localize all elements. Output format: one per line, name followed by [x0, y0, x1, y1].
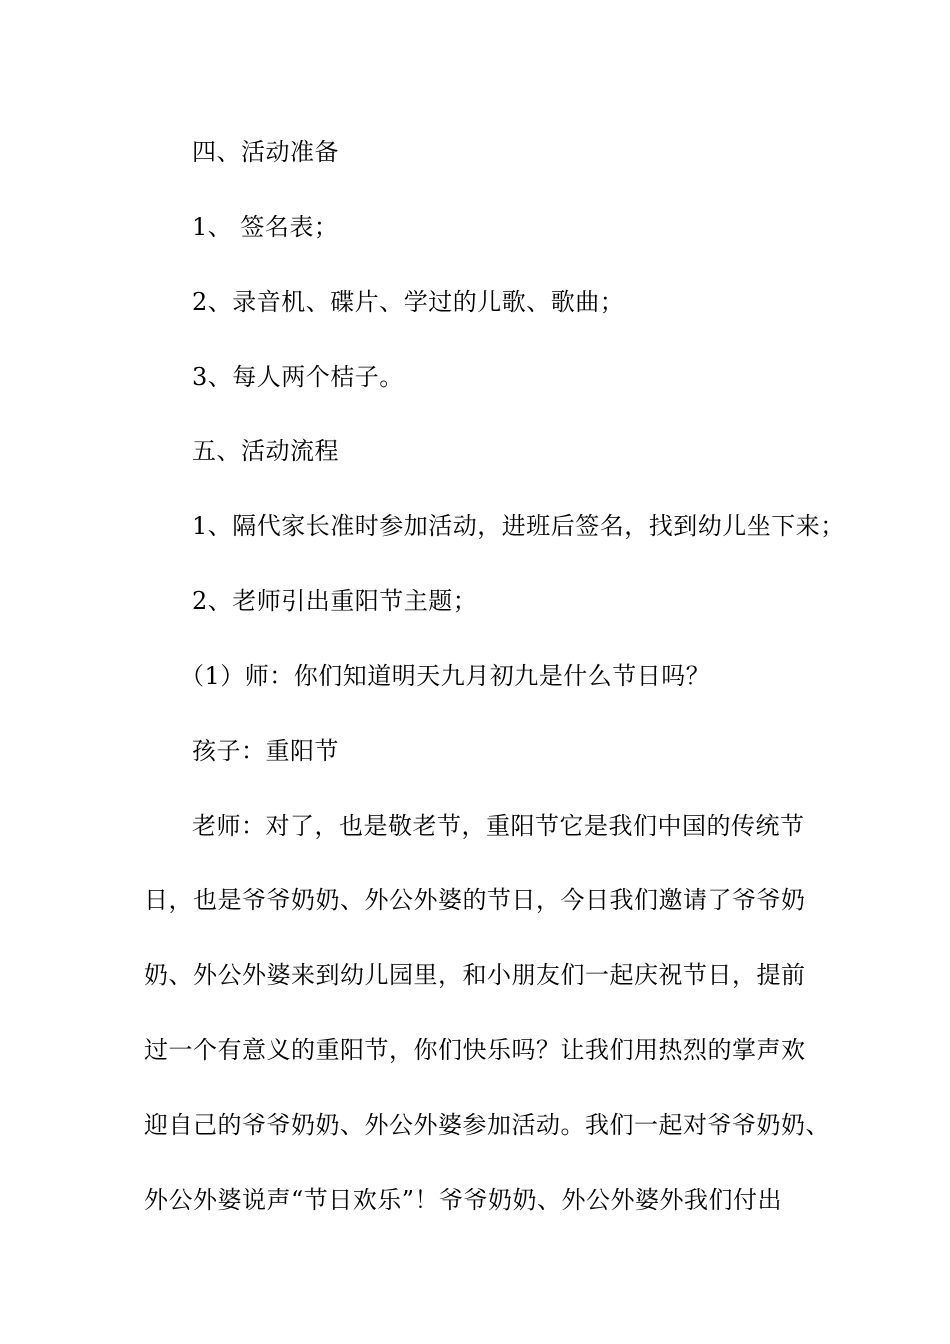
paragraph-line: 过一个有意义的重阳节，你们快乐吗？让我们用热烈的掌声欢	[144, 1036, 806, 1064]
dialogue-line: 孩子：重阳节	[192, 737, 339, 765]
sub-item: （1）师：你们知道明天九月初九是什么节日吗？	[180, 662, 711, 690]
paragraph-line: 奶、外公外婆来到幼儿园里，和小朋友们一起庆祝节日，提前	[144, 961, 806, 989]
list-item: 2、录音机、碟片、学过的儿歌、歌曲；	[192, 288, 625, 316]
list-item: 1、隔代家长准时参加活动，进班后签名，找到幼儿坐下来；	[192, 512, 845, 540]
paragraph-line: 日，也是爷爷奶奶、外公外婆的节日，今日我们邀请了爷爷奶	[144, 886, 806, 914]
paragraph-line: 老师：对了，也是敬老节，重阳节它是我们中国的传统节	[192, 812, 805, 840]
list-item: 3、每人两个桔子。	[192, 363, 404, 391]
list-item: 1、 签名表；	[192, 213, 339, 241]
paragraph-line: 迎自己的爷爷奶奶、外公外婆参加活动。我们一起对爷爷奶奶、	[144, 1111, 830, 1139]
section-heading-process: 五、活动流程	[192, 437, 339, 465]
list-item: 2、老师引出重阳节主题；	[192, 587, 478, 615]
section-heading-preparation: 四、活动准备	[192, 138, 339, 166]
paragraph-line: 外公外婆说声“节日欢乐”！爷爷奶奶、外公外婆外我们付出	[144, 1186, 783, 1214]
